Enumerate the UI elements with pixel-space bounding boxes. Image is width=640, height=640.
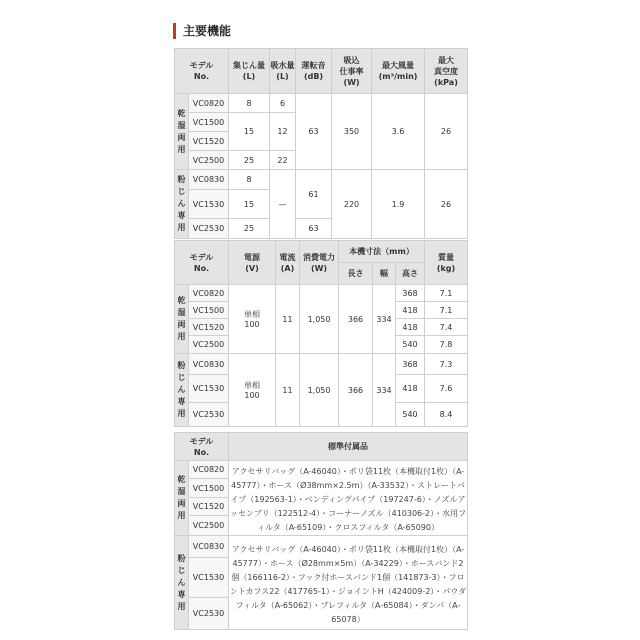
model-cell: VC1520 — [189, 319, 229, 336]
height-value: 368 — [396, 285, 425, 302]
header-height: 高さ — [396, 263, 425, 285]
model-cell: VC1520 — [189, 132, 229, 151]
height-value: 418 — [396, 319, 425, 336]
current-value: 11 — [276, 285, 300, 354]
spec-table-performance — [174, 48, 468, 239]
power-value: 220 — [332, 170, 372, 239]
group-label-wet-dry: 乾 湿 両 用 — [175, 461, 189, 536]
model-cell: VC2500 — [189, 151, 229, 170]
header-accessories: 標準付属品 — [229, 433, 468, 461]
model-cell: VC1530 — [189, 190, 229, 219]
height-value: 540 — [396, 403, 425, 427]
header-vacuum: 最大 真空度 (kPa) — [425, 49, 468, 94]
dust-value: 15 — [229, 113, 270, 151]
length-value: 366 — [339, 354, 373, 427]
mass-value: 7.4 — [425, 319, 468, 336]
model-cell: VC0820 — [189, 461, 229, 479]
model-cell: VC2530 — [189, 598, 229, 630]
header-model: モデル No. — [175, 433, 229, 461]
header-power-supply: 電源 (V) — [229, 241, 276, 285]
header-model: モデル No. — [175, 241, 229, 285]
mass-value: 7.6 — [425, 375, 468, 403]
mass-value: 7.1 — [425, 285, 468, 302]
model-cell: VC0830 — [189, 536, 229, 558]
spec-table-dimensions — [174, 240, 468, 427]
consumption-value: 1,050 — [300, 285, 339, 354]
header-consumption: 消費電力 (W) — [300, 241, 339, 285]
model-cell: VC1500 — [189, 302, 229, 319]
current-value: 11 — [276, 354, 300, 427]
model-cell: VC1520 — [189, 497, 229, 515]
model-cell: VC1500 — [189, 113, 229, 132]
section-title: 主要機能 — [173, 23, 231, 39]
noise-value: 61 — [296, 170, 332, 219]
header-water-capacity: 吸水量 (L) — [270, 49, 296, 94]
model-cell: VC0820 — [189, 94, 229, 113]
vacuum-value: 26 — [425, 170, 468, 239]
dust-value: 15 — [229, 190, 270, 219]
group-label-wet-dry: 乾 湿 両 用 — [175, 285, 189, 354]
height-value: 418 — [396, 302, 425, 319]
height-value: 418 — [396, 375, 425, 403]
model-cell: VC1530 — [189, 375, 229, 403]
height-value: 540 — [396, 336, 425, 354]
dust-value: 8 — [229, 94, 270, 113]
header-suction-power: 吸込 仕事率 (W) — [332, 49, 372, 94]
power-value: 350 — [332, 94, 372, 170]
airflow-value: 1.9 — [372, 170, 425, 239]
mass-value: 7.1 — [425, 302, 468, 319]
model-cell: VC2500 — [189, 336, 229, 354]
header-airflow: 最大風量 (m³/min) — [372, 49, 425, 94]
model-cell: VC0830 — [189, 354, 229, 375]
dust-value: 25 — [229, 151, 270, 170]
model-cell: VC2500 — [189, 516, 229, 536]
model-cell: VC2530 — [189, 219, 229, 239]
model-cell: VC2530 — [189, 403, 229, 427]
mass-value: 7.8 — [425, 336, 468, 354]
model-cell: VC1530 — [189, 558, 229, 598]
width-value: 334 — [373, 354, 396, 427]
dust-value: 8 — [229, 170, 270, 190]
header-noise: 運転音 (dB) — [296, 49, 332, 94]
length-value: 366 — [339, 285, 373, 354]
supply-value: 単相 100 — [229, 285, 276, 354]
header-model: モデル No. — [175, 49, 229, 94]
group-label-wet-dry: 乾 湿 両 用 — [175, 94, 189, 170]
group-label-dust: 粉 じ ん 専 用 — [175, 354, 189, 427]
noise-value: 63 — [296, 94, 332, 170]
accessories-table — [174, 432, 468, 630]
model-cell: VC0830 — [189, 170, 229, 190]
header-dimensions: 本機寸法（mm） — [339, 241, 425, 263]
mass-value: 8.4 — [425, 403, 468, 427]
accessory-list: アクセサリバッグ（A-46040）・ポリ袋11枚（本機取付1枚）（A-45777）・ホース（Ø38mm×2.5m）（A-33532）・ストレートパイプ（192563-1）・ベンディングパイプ（197247-6）・ノズルアッセンブリ（122512-4）・コーナーノズル（410306-2）・水用フィルタ（A-65109）・クロスフィルタ（A-65090） — [229, 461, 468, 536]
group-label-dust: 粉 じ ん 専 用 — [175, 536, 189, 630]
vacuum-value: 26 — [425, 94, 468, 170]
header-length: 長さ — [339, 263, 373, 285]
mass-value: 7.3 — [425, 354, 468, 375]
noise-value: 63 — [296, 219, 332, 239]
water-value: 6 — [270, 94, 296, 113]
model-cell: VC1500 — [189, 479, 229, 497]
water-value: 22 — [270, 151, 296, 170]
water-value: — — [270, 170, 296, 239]
header-width: 幅 — [373, 263, 396, 285]
airflow-value: 3.6 — [372, 94, 425, 170]
dust-value: 25 — [229, 219, 270, 239]
supply-value: 単相 100 — [229, 354, 276, 427]
group-label-dust: 粉 じ ん 専 用 — [175, 170, 189, 239]
model-cell: VC0820 — [189, 285, 229, 302]
width-value: 334 — [373, 285, 396, 354]
header-dust-capacity: 集じん量 (L) — [229, 49, 270, 94]
water-value: 12 — [270, 113, 296, 151]
header-current: 電流 (A) — [276, 241, 300, 285]
header-mass: 質量 (kg) — [425, 241, 468, 285]
height-value: 368 — [396, 354, 425, 375]
consumption-value: 1,050 — [300, 354, 339, 427]
accessory-list: アクセサリバッグ（A-46040）・ポリ袋11枚（本機取付1枚）（A-45777）・ホース（Ø28mm×5m）（A-34229）・ホースバンド2個（166116-2）・フック付ホースバンド1個（141873-3）・フロントカフス22（417765-1）・ジョイントH（424009-2）・パウダフィルタ（A-65062）・プレフィルタ（A-65084）・ダンパ（A-65078） — [229, 536, 468, 630]
